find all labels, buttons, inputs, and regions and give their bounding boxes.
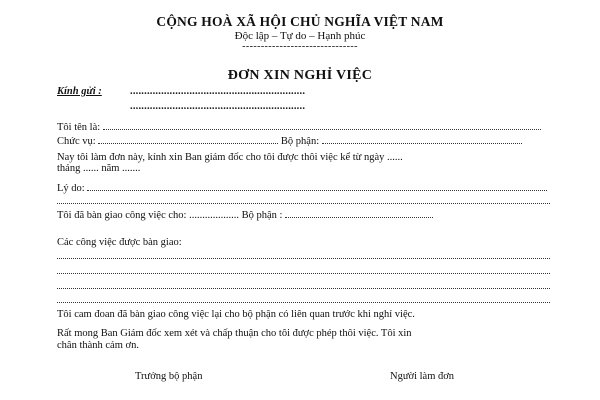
request-text: Nay tôi làm đơn này, kính xin Ban giám đốc cho tôi được thôi việc kể từ ngày ...... xyxy=(57,152,403,163)
recipient-line-2: .............................................................. xyxy=(130,101,306,112)
signature-applicant: Người làm đơn xyxy=(390,371,455,382)
reason-row xyxy=(57,181,550,194)
department-label: Bộ phận: xyxy=(280,136,320,147)
reason-label: Lý do: xyxy=(57,183,85,194)
recipient-line-1: .............................................................. xyxy=(130,86,306,97)
signature-department-head: Trưởng bộ phận xyxy=(135,371,203,382)
position-label: Chức vụ: xyxy=(57,136,96,147)
handover-label: Tôi đã bàn giao công việc cho: xyxy=(57,210,187,221)
name-label: Tôi tên là: xyxy=(57,122,101,133)
handover-recipient-dots: ................... xyxy=(189,210,239,221)
task-line-4 xyxy=(57,302,550,303)
closing-line-2: chân thành cảm ơn. xyxy=(57,340,139,351)
name-row xyxy=(57,120,550,133)
request-text-continued: tháng ...... năm ....... xyxy=(57,163,141,174)
name-fill-line xyxy=(103,120,541,130)
task-line-1 xyxy=(57,258,550,259)
header-separator: ------------------------------- xyxy=(242,41,358,52)
tasks-label: Các công việc được bàn giao: xyxy=(57,237,182,248)
reason-extra-line xyxy=(57,203,550,204)
task-line-3 xyxy=(57,288,550,289)
handover-department-label: Bộ phận : xyxy=(241,210,283,221)
handover-row xyxy=(57,208,550,221)
letter-title: ĐƠN XIN NGHỈ VIỆC xyxy=(227,68,373,83)
reason-fill-line xyxy=(87,181,547,191)
position-row xyxy=(57,134,550,147)
task-line-2 xyxy=(57,273,550,274)
closing-line-1: Rất mong Ban Giám đốc xem xét và chấp thuận cho tôi được phép thôi việc. Tôi xin xyxy=(57,328,412,339)
commitment-text: Tôi cam đoan đã bàn giao công việc lại cho bộ phận có liên quan trước khi nghỉ việc. xyxy=(57,309,415,320)
national-motto: Độc lập – Tự do – Hạnh phúc xyxy=(234,30,366,42)
position-fill-line xyxy=(98,134,278,144)
recipient-label: Kính gửi : xyxy=(57,86,102,97)
department-fill-line xyxy=(322,134,522,144)
national-title: CỘNG HOÀ XÃ HỘI CHỦ NGHĨA VIỆT NAM xyxy=(156,14,444,29)
handover-department-fill-line xyxy=(285,208,433,218)
